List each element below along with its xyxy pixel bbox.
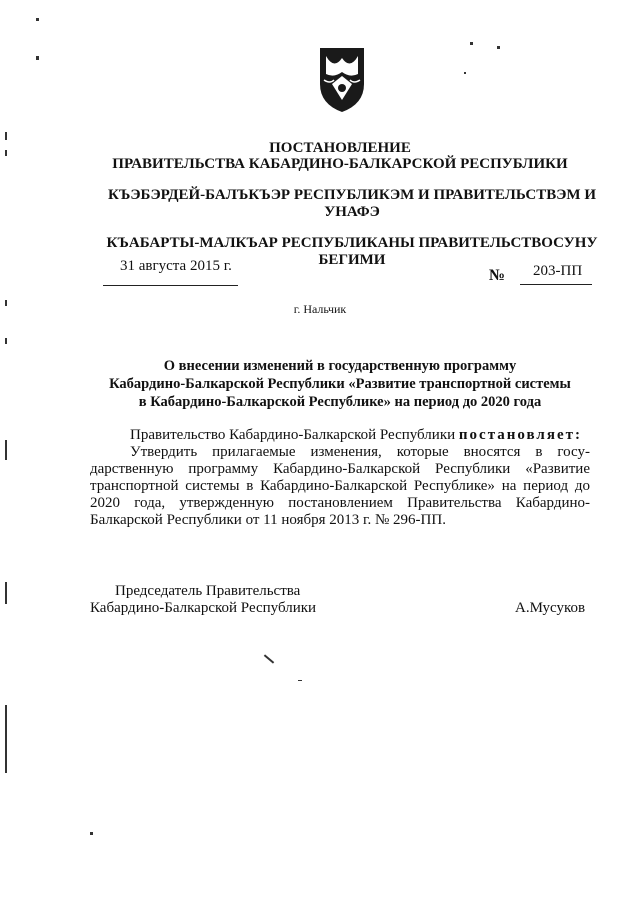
scan-mark	[264, 654, 274, 663]
scan-mark	[464, 72, 466, 74]
decree-number: 203-ПП	[533, 263, 583, 279]
scan-mark	[36, 18, 39, 21]
body-line: дарственную программу Кабардино-Балкарской Республики «Развитие	[90, 461, 590, 477]
signatory-title: Кабардино-Балкарской Республики	[90, 600, 317, 616]
scan-mark	[5, 440, 7, 460]
header-government: ПРАВИТЕЛЬСТВА КАБАРДИНО-БАЛКАРСКОЙ РЕСПУБЛИКИ	[112, 156, 568, 172]
signatory-title: Председатель Правительства	[115, 583, 301, 599]
decree-title-line: О внесении изменений в государственную программу	[163, 358, 517, 374]
header-kabardian: КЪЭБЭРДЕЙ-БАЛЪКЪЭР РЕСПУБЛИКЭМ И ПРАВИТЕЛЬСТВЭМ И УНАФЭ	[108, 187, 596, 220]
scan-mark	[5, 132, 7, 140]
decree-title-line: в Кабардино-Балкарской Республике» на период до 2020 года	[138, 394, 542, 410]
header-title: ПОСТАНОВЛЕНИЕ	[269, 140, 411, 156]
body-line: транспортной системы в Кабардино-Балкарской Республике» на период до	[90, 478, 590, 494]
scan-mark	[5, 705, 7, 773]
date-underline	[103, 285, 238, 286]
number-sign: №	[489, 267, 506, 284]
decree-word: постановляет:	[458, 427, 582, 443]
decree-intro	[130, 427, 600, 445]
scan-mark	[470, 42, 473, 45]
scan-mark	[90, 832, 93, 835]
header-balkar: КЪАБАРТЫ-МАЛКЪАР РЕСПУБЛИКАНЫ ПРАВИТЕЛЬСТВОСУНУ БЕГИМИ	[106, 235, 598, 268]
scan-mark	[298, 680, 302, 681]
city-name: г. Нальчик	[293, 302, 347, 316]
number-underline	[520, 284, 592, 285]
scan-mark	[5, 338, 7, 344]
scan-mark	[5, 582, 7, 604]
body-line: Балкарской Республики от 11 ноября 2013 г. № 296-ПП.	[90, 512, 446, 528]
scan-mark	[5, 300, 7, 306]
decree-date: 31 августа 2015 г.	[120, 258, 232, 274]
body-line: 2020 года, утвержденную постановлением Правительства Кабардино-	[90, 495, 590, 511]
scan-mark	[36, 56, 39, 60]
signatory-name: А.Мусуков	[515, 600, 586, 616]
scan-mark	[5, 150, 7, 156]
body-line: Утвердить прилагаемые изменения, которые вносятся в госу-	[130, 444, 590, 460]
coat-of-arms-emblem	[316, 44, 368, 114]
decree-title-line: Кабардино-Балкарской Республики «Развитие транспортной системы	[109, 376, 571, 392]
scan-mark	[497, 46, 500, 49]
intro-text: Правительство Кабардино-Балкарской Республики	[130, 427, 456, 443]
